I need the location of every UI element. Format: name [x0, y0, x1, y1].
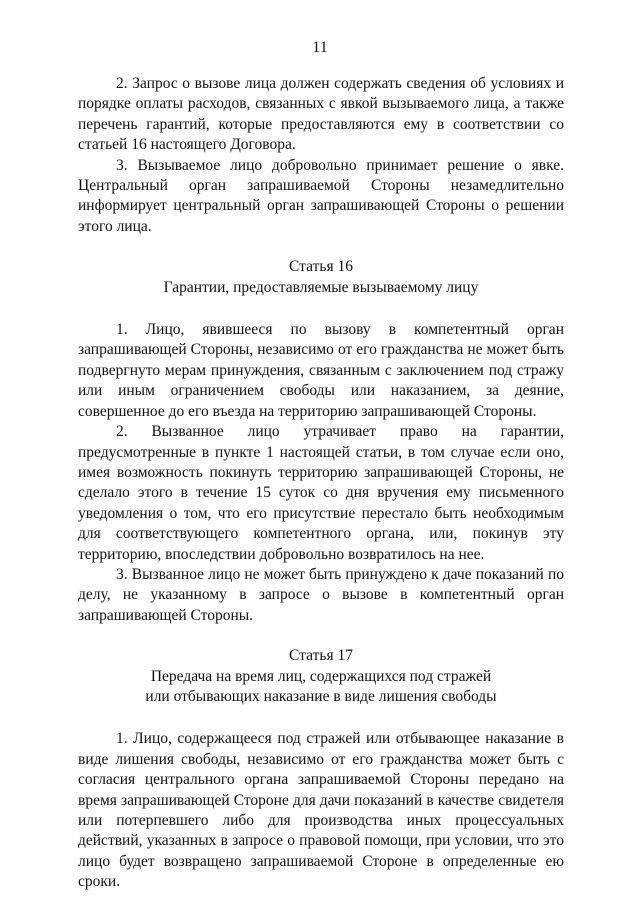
article-17-title: Статья 17	[289, 647, 353, 665]
document-body	[78, 74, 564, 893]
paragraph-art16-1: 1. Лицо, явившееся по вызову в компетентный орган запрашивающей Стороны, независимо от его гражданства не может быть подвергнуто мерам принуждения, связанным с заключением под стражу или иным ограничением свободы или наказанием, за деяние, совершенное до его въезда на территорию запрашивающей Стороны.	[78, 321, 564, 420]
paragraph-art16-2: 2. Вызванное лицо утрачивает право на гарантии, предусмотренные в пункте 1 настоящей статьи, в том случае если оно, имея возможность покинуть территорию запрашивающей Стороны, не сделало этого в течение 15 суток со дня вручения ему письменного уведомления о том, что его присутствие перестало быть необходимым для соответствующего компетентного органа, или, покинув эту территорию, впоследствии добровольно возвратилось на нее.	[78, 423, 564, 563]
article-17-subtitle-line-2: или отбывающих наказание в виде лишения свободы	[145, 687, 497, 705]
article-16-title: Статья 16	[289, 258, 353, 276]
paragraph-art15-3: 3. Вызываемое лицо добровольно принимает решение о явке. Центральный орган запрашиваемой Стороны незамедлительно информирует центральный орган запрашивающей Стороны о решении этого лица.	[78, 156, 564, 235]
paragraph-art17-1: 1. Лицо, содержащееся под стражей или отбывающее наказание в виде лишения свободы, независимо от его гражданства может быть с согласия центрального органа запрашиваемой Стороны передано на время запрашивающей Стороне для дачи показаний в качестве свидетеля или потерпевшего либо для производства иных процессуальных действий, указанных в запросе о правовой помощи, при условии, что это лицо будет возвращено запрашиваемой Стороне в определенные ею сроки.	[78, 730, 564, 891]
article-16-heading	[78, 257, 564, 298]
page-number: 11	[312, 39, 328, 56]
paragraph-art16-3: 3. Вызванное лицо не может быть принуждено к даче показаний по делу, не указанному в запросе о вызове в компетентный орган запрашивающей Стороны.	[78, 565, 564, 624]
article-17-heading	[78, 646, 564, 707]
article-17-subtitle-line-1: Передача на время лиц, содержащихся под стражей	[150, 667, 492, 685]
paragraph-art15-2: 2. Запрос о вызове лица должен содержать сведения об условиях и порядке оплаты расходов, связанных с явкой вызываемого лица, а также перечень гарантий, которые предоставляются ему в соответствии со статьей 16 настоящего Договора.	[78, 75, 564, 154]
article-16-subtitle: Гарантии, предоставляемые вызываемому лицу	[163, 278, 479, 296]
